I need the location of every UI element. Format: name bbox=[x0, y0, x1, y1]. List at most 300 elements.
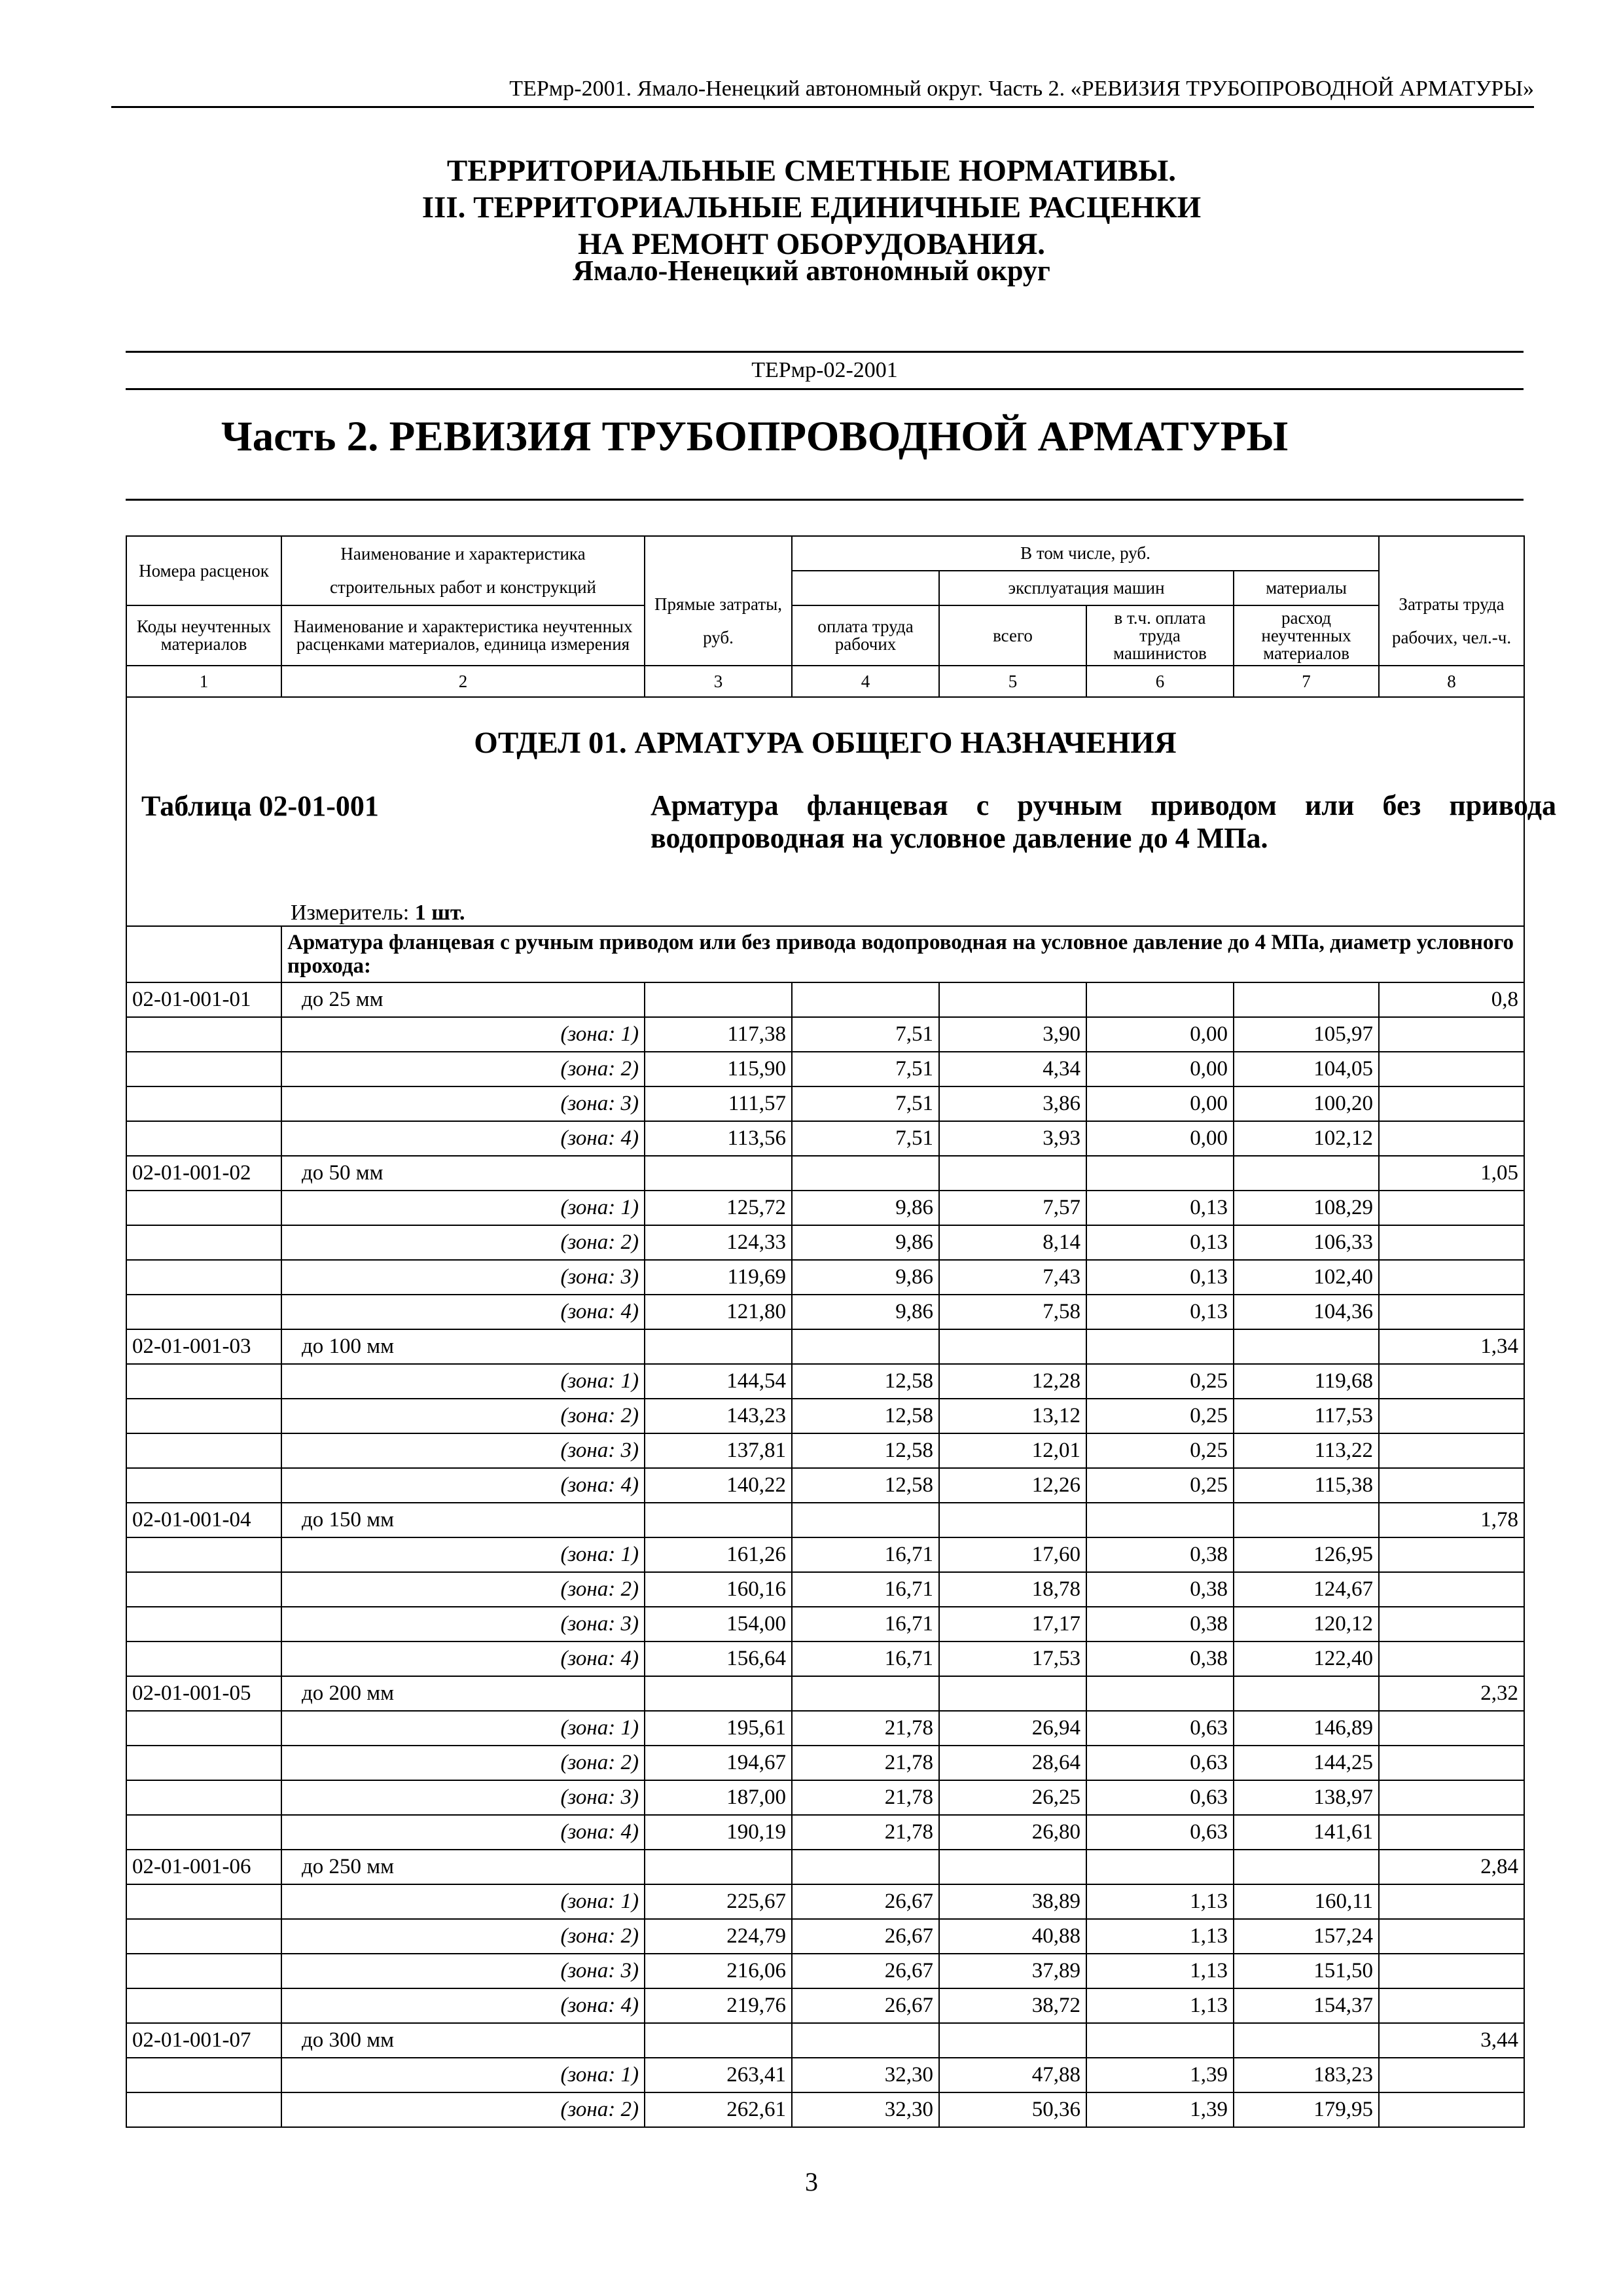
machines-total: 12,26 bbox=[939, 1468, 1086, 1503]
header-materials: материалы bbox=[1234, 571, 1379, 605]
table-row bbox=[126, 1086, 1524, 1121]
empty-cell bbox=[1086, 1156, 1234, 1191]
machines-total: 8,14 bbox=[939, 1225, 1086, 1260]
empty-cell bbox=[1379, 1260, 1524, 1295]
title-line: III. ТЕРРИТОРИАЛЬНЫЕ ЕДИНИЧНЫЕ РАСЦЕНКИ bbox=[421, 190, 1202, 224]
empty-cell bbox=[645, 1850, 792, 1884]
empty-cell bbox=[1379, 1364, 1524, 1399]
direct-costs: 160,16 bbox=[645, 1572, 792, 1607]
zone-label: (зона: 2) bbox=[281, 1052, 645, 1086]
header-including: В том числе, руб. bbox=[792, 536, 1379, 571]
machines-total: 50,36 bbox=[939, 2092, 1086, 2127]
worker-pay: 21,78 bbox=[792, 1780, 939, 1815]
header-operator-pay: в т.ч. оплата труда машинистов bbox=[1086, 605, 1234, 666]
direct-costs: 194,67 bbox=[645, 1746, 792, 1780]
labor-hours: 2,84 bbox=[1379, 1850, 1524, 1884]
machines-total: 4,34 bbox=[939, 1052, 1086, 1086]
operator-pay: 1,13 bbox=[1086, 1954, 1234, 1988]
rate-code: 02-01-001-02 bbox=[126, 1156, 281, 1191]
zone-label: (зона: 3) bbox=[281, 1433, 645, 1468]
measure-value: 1 шт. bbox=[414, 901, 465, 925]
table-row bbox=[126, 1017, 1524, 1052]
operator-pay: 0,13 bbox=[1086, 1191, 1234, 1225]
worker-pay: 12,58 bbox=[792, 1364, 939, 1399]
zone-label: (зона: 3) bbox=[281, 1260, 645, 1295]
table-row bbox=[126, 2058, 1524, 2092]
empty-cell bbox=[1379, 1607, 1524, 1641]
zone-label: (зона: 1) bbox=[281, 1364, 645, 1399]
rate-name: до 300 мм bbox=[281, 2023, 645, 2058]
empty-cell bbox=[939, 1503, 1086, 1537]
empty-cell bbox=[126, 1815, 281, 1850]
empty-cell bbox=[1379, 1711, 1524, 1746]
column-number: 7 bbox=[1234, 666, 1379, 697]
table-row bbox=[126, 1364, 1524, 1399]
region-title: Ямало-Ненецкий автономный округ bbox=[573, 255, 1050, 287]
empty-cell bbox=[1379, 1295, 1524, 1329]
material-usage: 120,12 bbox=[1234, 1607, 1379, 1641]
machines-total: 26,25 bbox=[939, 1780, 1086, 1815]
table-row bbox=[126, 1711, 1524, 1746]
material-usage: 117,53 bbox=[1234, 1399, 1379, 1433]
zone-label: (зона: 3) bbox=[281, 1954, 645, 1988]
empty-cell bbox=[126, 1433, 281, 1468]
table-row bbox=[126, 1121, 1524, 1156]
empty-cell bbox=[126, 1121, 281, 1156]
rates-table bbox=[126, 535, 1556, 2128]
measure-label: Измеритель: bbox=[291, 901, 410, 925]
empty-cell bbox=[1379, 1086, 1524, 1121]
empty-cell bbox=[126, 1746, 281, 1780]
worker-pay: 26,67 bbox=[792, 1988, 939, 2023]
operator-pay: 0,63 bbox=[1086, 1815, 1234, 1850]
empty-cell bbox=[1379, 2092, 1524, 2127]
empty-cell bbox=[792, 1156, 939, 1191]
direct-costs: 119,69 bbox=[645, 1260, 792, 1295]
worker-pay: 21,78 bbox=[792, 1746, 939, 1780]
worker-pay: 7,51 bbox=[792, 1017, 939, 1052]
empty-cell bbox=[1379, 1919, 1524, 1954]
direct-costs: 263,41 bbox=[645, 2058, 792, 2092]
machines-total: 38,89 bbox=[939, 1884, 1086, 1919]
empty-cell bbox=[126, 1607, 281, 1641]
rate-code: 02-01-001-04 bbox=[126, 1503, 281, 1537]
empty-cell bbox=[126, 2058, 281, 2092]
empty-cell bbox=[126, 1711, 281, 1746]
empty-cell bbox=[126, 1052, 281, 1086]
table-title: Арматура фланцевая с ручным приводом или без привода водопроводная на условное давление до 4 МПа. bbox=[651, 789, 1556, 854]
labor-hours: 1,78 bbox=[1379, 1503, 1524, 1537]
header-machines: эксплуатация машин bbox=[939, 571, 1234, 605]
header-blank bbox=[792, 571, 939, 605]
table-row bbox=[126, 1503, 1524, 1537]
empty-cell bbox=[1234, 2023, 1379, 2058]
worker-pay: 7,51 bbox=[792, 1086, 939, 1121]
zone-label: (зона: 4) bbox=[281, 1121, 645, 1156]
rate-name: до 250 мм bbox=[281, 1850, 645, 1884]
empty-cell bbox=[1234, 1850, 1379, 1884]
column-number: 5 bbox=[939, 666, 1086, 697]
material-usage: 108,29 bbox=[1234, 1191, 1379, 1225]
empty-cell bbox=[1086, 982, 1234, 1017]
table-row bbox=[126, 1260, 1524, 1295]
rate-code: 02-01-001-05 bbox=[126, 1676, 281, 1711]
empty-cell bbox=[1379, 1988, 1524, 2023]
operator-pay: 1,13 bbox=[1086, 1988, 1234, 2023]
direct-costs: 144,54 bbox=[645, 1364, 792, 1399]
worker-pay: 21,78 bbox=[792, 1815, 939, 1850]
worker-pay: 32,30 bbox=[792, 2092, 939, 2127]
table-row bbox=[126, 1572, 1524, 1607]
material-usage: 141,61 bbox=[1234, 1815, 1379, 1850]
worker-pay: 9,86 bbox=[792, 1225, 939, 1260]
zone-label: (зона: 2) bbox=[281, 1919, 645, 1954]
header-labor-hours: Затраты труда рабочих, чел.-ч. bbox=[1379, 536, 1524, 666]
machines-total: 47,88 bbox=[939, 2058, 1086, 2092]
title-line: НА РЕМОНТ ОБОРУДОВАНИЯ. bbox=[577, 227, 1046, 261]
table-row bbox=[126, 1295, 1524, 1329]
rate-name: до 100 мм bbox=[281, 1329, 645, 1364]
subheading-blank bbox=[126, 926, 281, 982]
worker-pay: 32,30 bbox=[792, 2058, 939, 2092]
machines-total: 3,86 bbox=[939, 1086, 1086, 1121]
rate-name: до 25 мм bbox=[281, 982, 645, 1017]
empty-cell bbox=[1379, 1780, 1524, 1815]
operator-pay: 0,63 bbox=[1086, 1746, 1234, 1780]
direct-costs: 190,19 bbox=[645, 1815, 792, 1850]
machines-total: 12,28 bbox=[939, 1364, 1086, 1399]
empty-cell bbox=[645, 982, 792, 1017]
direct-costs: 113,56 bbox=[645, 1121, 792, 1156]
material-usage: 138,97 bbox=[1234, 1780, 1379, 1815]
empty-cell bbox=[1234, 982, 1379, 1017]
operator-pay: 0,38 bbox=[1086, 1641, 1234, 1676]
table-row bbox=[126, 1607, 1524, 1641]
zone-label: (зона: 3) bbox=[281, 1086, 645, 1121]
empty-cell bbox=[939, 1156, 1086, 1191]
empty-cell bbox=[939, 1329, 1086, 1364]
section-block bbox=[126, 697, 1556, 926]
machines-total: 28,64 bbox=[939, 1746, 1086, 1780]
operator-pay: 1,13 bbox=[1086, 1919, 1234, 1954]
direct-costs: 187,00 bbox=[645, 1780, 792, 1815]
empty-cell bbox=[126, 1399, 281, 1433]
machines-total: 17,53 bbox=[939, 1641, 1086, 1676]
column-number: 2 bbox=[281, 666, 645, 697]
empty-cell bbox=[1379, 1572, 1524, 1607]
table-row bbox=[126, 1988, 1524, 2023]
empty-cell bbox=[1086, 1503, 1234, 1537]
direct-costs: 121,80 bbox=[645, 1295, 792, 1329]
material-usage: 157,24 bbox=[1234, 1919, 1379, 1954]
zone-label: (зона: 1) bbox=[281, 1017, 645, 1052]
rate-name: до 200 мм bbox=[281, 1676, 645, 1711]
empty-cell bbox=[1379, 1815, 1524, 1850]
direct-costs: 195,61 bbox=[645, 1711, 792, 1746]
machines-total: 3,90 bbox=[939, 1017, 1086, 1052]
worker-pay: 26,67 bbox=[792, 1884, 939, 1919]
measure-unit bbox=[291, 901, 465, 925]
table-row bbox=[126, 1884, 1524, 1919]
direct-costs: 115,90 bbox=[645, 1052, 792, 1086]
empty-cell bbox=[792, 2023, 939, 2058]
empty-cell bbox=[126, 1017, 281, 1052]
operator-pay: 1,13 bbox=[1086, 1884, 1234, 1919]
operator-pay: 0,00 bbox=[1086, 1086, 1234, 1121]
material-usage: 183,23 bbox=[1234, 2058, 1379, 2092]
document-code: ТЕРмр-02-2001 bbox=[126, 351, 1524, 390]
operator-pay: 0,00 bbox=[1086, 1121, 1234, 1156]
empty-cell bbox=[1379, 1537, 1524, 1572]
table-row bbox=[126, 1815, 1524, 1850]
machines-total: 37,89 bbox=[939, 1954, 1086, 1988]
zone-label: (зона: 4) bbox=[281, 1295, 645, 1329]
direct-costs: 224,79 bbox=[645, 1919, 792, 1954]
zone-label: (зона: 1) bbox=[281, 2058, 645, 2092]
header-direct-costs: Прямые затраты, руб. bbox=[645, 536, 792, 666]
part-title: Часть 2. РЕВИЗИЯ ТРУБОПРОВОДНОЙ АРМАТУРЫ bbox=[221, 413, 1289, 460]
operator-pay: 0,25 bbox=[1086, 1468, 1234, 1503]
zone-label: (зона: 1) bbox=[281, 1537, 645, 1572]
table-row bbox=[126, 1191, 1524, 1225]
table-row bbox=[126, 1399, 1524, 1433]
material-usage: 106,33 bbox=[1234, 1225, 1379, 1260]
empty-cell bbox=[645, 1329, 792, 1364]
table-row bbox=[126, 1850, 1524, 1884]
empty-cell bbox=[645, 1503, 792, 1537]
machines-total: 40,88 bbox=[939, 1919, 1086, 1954]
material-usage: 160,11 bbox=[1234, 1884, 1379, 1919]
worker-pay: 12,58 bbox=[792, 1468, 939, 1503]
material-usage: 102,12 bbox=[1234, 1121, 1379, 1156]
labor-hours: 1,05 bbox=[1379, 1156, 1524, 1191]
empty-cell bbox=[126, 1295, 281, 1329]
worker-pay: 26,67 bbox=[792, 1954, 939, 1988]
machines-total: 7,57 bbox=[939, 1191, 1086, 1225]
header-material-names: Наименование и характеристика неучтенных расценками материалов, единица измерения bbox=[281, 605, 645, 666]
worker-pay: 16,71 bbox=[792, 1641, 939, 1676]
direct-costs: 225,67 bbox=[645, 1884, 792, 1919]
empty-cell bbox=[1086, 1329, 1234, 1364]
zone-label: (зона: 3) bbox=[281, 1607, 645, 1641]
header-machines-total: всего bbox=[939, 605, 1086, 666]
column-number: 1 bbox=[126, 666, 281, 697]
empty-cell bbox=[939, 2023, 1086, 2058]
table-row bbox=[126, 982, 1524, 1017]
section-title: ОТДЕЛ 01. АРМАТУРА ОБЩЕГО НАЗНАЧЕНИЯ bbox=[474, 726, 1177, 760]
worker-pay: 7,51 bbox=[792, 1052, 939, 1086]
table-row bbox=[126, 1052, 1524, 1086]
rate-name: до 150 мм bbox=[281, 1503, 645, 1537]
empty-cell bbox=[126, 1364, 281, 1399]
operator-pay: 0,63 bbox=[1086, 1711, 1234, 1746]
divider bbox=[126, 499, 1524, 501]
empty-cell bbox=[1379, 1641, 1524, 1676]
empty-cell bbox=[126, 1537, 281, 1572]
direct-costs: 219,76 bbox=[645, 1988, 792, 2023]
table-row bbox=[126, 1329, 1524, 1364]
empty-cell bbox=[939, 1676, 1086, 1711]
table-subheading: Арматура фланцевая с ручным приводом или без привода водопроводная на условное давление до 4 МПа, диаметр условного прохода: bbox=[281, 926, 1524, 982]
operator-pay: 0,13 bbox=[1086, 1295, 1234, 1329]
machines-total: 12,01 bbox=[939, 1433, 1086, 1468]
machines-total: 7,43 bbox=[939, 1260, 1086, 1295]
empty-cell bbox=[1086, 2023, 1234, 2058]
empty-cell bbox=[939, 982, 1086, 1017]
header-work-name: Наименование и характеристика строительных работ и конструкций bbox=[281, 536, 645, 605]
title-line: ТЕРРИТОРИАЛЬНЫЕ СМЕТНЫЕ НОРМАТИВЫ. bbox=[446, 154, 1177, 188]
empty-cell bbox=[645, 1676, 792, 1711]
column-number: 3 bbox=[645, 666, 792, 697]
zone-label: (зона: 1) bbox=[281, 1711, 645, 1746]
worker-pay: 9,86 bbox=[792, 1260, 939, 1295]
labor-hours: 3,44 bbox=[1379, 2023, 1524, 2058]
zone-label: (зона: 1) bbox=[281, 1191, 645, 1225]
operator-pay: 0,13 bbox=[1086, 1260, 1234, 1295]
empty-cell bbox=[792, 1850, 939, 1884]
direct-costs: 117,38 bbox=[645, 1017, 792, 1052]
empty-cell bbox=[1379, 1746, 1524, 1780]
zone-label: (зона: 2) bbox=[281, 1572, 645, 1607]
machines-total: 17,17 bbox=[939, 1607, 1086, 1641]
empty-cell bbox=[126, 1780, 281, 1815]
machines-total: 7,58 bbox=[939, 1295, 1086, 1329]
direct-costs: 125,72 bbox=[645, 1191, 792, 1225]
operator-pay: 0,25 bbox=[1086, 1399, 1234, 1433]
material-usage: 154,37 bbox=[1234, 1988, 1379, 2023]
material-usage: 113,22 bbox=[1234, 1433, 1379, 1468]
direct-costs: 143,23 bbox=[645, 1399, 792, 1433]
direct-costs: 137,81 bbox=[645, 1433, 792, 1468]
material-usage: 105,97 bbox=[1234, 1017, 1379, 1052]
direct-costs: 140,22 bbox=[645, 1468, 792, 1503]
zone-label: (зона: 4) bbox=[281, 1815, 645, 1850]
empty-cell bbox=[126, 1191, 281, 1225]
machines-total: 13,12 bbox=[939, 1399, 1086, 1433]
worker-pay: 7,51 bbox=[792, 1121, 939, 1156]
header-material-usage: расход неучтенных материалов bbox=[1234, 605, 1379, 666]
table-row bbox=[126, 1676, 1524, 1711]
empty-cell bbox=[1086, 1676, 1234, 1711]
material-usage: 146,89 bbox=[1234, 1711, 1379, 1746]
worker-pay: 16,71 bbox=[792, 1607, 939, 1641]
empty-cell bbox=[792, 1676, 939, 1711]
empty-cell bbox=[645, 1156, 792, 1191]
empty-cell bbox=[1379, 1052, 1524, 1086]
zone-label: (зона: 2) bbox=[281, 1225, 645, 1260]
empty-cell bbox=[126, 1884, 281, 1919]
column-number: 4 bbox=[792, 666, 939, 697]
operator-pay: 0,38 bbox=[1086, 1607, 1234, 1641]
zone-label: (зона: 4) bbox=[281, 1468, 645, 1503]
empty-cell bbox=[1234, 1676, 1379, 1711]
machines-total: 26,80 bbox=[939, 1815, 1086, 1850]
material-usage: 144,25 bbox=[1234, 1746, 1379, 1780]
table-row bbox=[126, 1954, 1524, 1988]
table-row bbox=[126, 1225, 1524, 1260]
labor-hours: 1,34 bbox=[1379, 1329, 1524, 1364]
machines-total: 18,78 bbox=[939, 1572, 1086, 1607]
material-usage: 102,40 bbox=[1234, 1260, 1379, 1295]
material-usage: 179,95 bbox=[1234, 2092, 1379, 2127]
table-row bbox=[126, 1156, 1524, 1191]
empty-cell bbox=[1379, 1017, 1524, 1052]
document-title bbox=[118, 152, 1505, 262]
empty-cell bbox=[1234, 1329, 1379, 1364]
empty-cell bbox=[126, 1225, 281, 1260]
material-usage: 122,40 bbox=[1234, 1641, 1379, 1676]
table-row bbox=[126, 1433, 1524, 1468]
operator-pay: 0,38 bbox=[1086, 1537, 1234, 1572]
empty-cell bbox=[126, 2092, 281, 2127]
empty-cell bbox=[1379, 1121, 1524, 1156]
column-number: 6 bbox=[1086, 666, 1234, 697]
zone-label: (зона: 2) bbox=[281, 1746, 645, 1780]
empty-cell bbox=[1379, 2058, 1524, 2092]
empty-cell bbox=[645, 2023, 792, 2058]
header-material-codes: Коды неучтенных материалов bbox=[126, 605, 281, 666]
table-label: Таблица 02-01-001 bbox=[141, 790, 379, 822]
column-number: 8 bbox=[1379, 666, 1524, 697]
empty-cell bbox=[792, 1503, 939, 1537]
empty-cell bbox=[126, 1086, 281, 1121]
operator-pay: 0,25 bbox=[1086, 1364, 1234, 1399]
material-usage: 151,50 bbox=[1234, 1954, 1379, 1988]
direct-costs: 216,06 bbox=[645, 1954, 792, 1988]
material-usage: 119,68 bbox=[1234, 1364, 1379, 1399]
page-number: 3 bbox=[805, 2167, 818, 2197]
table-row bbox=[126, 1919, 1524, 1954]
labor-hours: 0,8 bbox=[1379, 982, 1524, 1017]
header-worker-pay: оплата труда рабочих bbox=[792, 605, 939, 666]
table-row bbox=[126, 1537, 1524, 1572]
operator-pay: 0,13 bbox=[1086, 1225, 1234, 1260]
worker-pay: 16,71 bbox=[792, 1572, 939, 1607]
empty-cell bbox=[126, 1641, 281, 1676]
table-row bbox=[126, 1468, 1524, 1503]
empty-cell bbox=[792, 1329, 939, 1364]
empty-cell bbox=[1379, 1399, 1524, 1433]
operator-pay: 0,25 bbox=[1086, 1433, 1234, 1468]
running-header: ТЕРмр-2001. Ямало-Ненецкий автономный округ. Часть 2. «РЕВИЗИЯ ТРУБОПРОВОДНОЙ АРМАТУРЫ» bbox=[111, 72, 1534, 108]
empty-cell bbox=[1234, 1156, 1379, 1191]
empty-cell bbox=[792, 982, 939, 1017]
worker-pay: 12,58 bbox=[792, 1433, 939, 1468]
direct-costs: 262,61 bbox=[645, 2092, 792, 2127]
table-row bbox=[126, 1780, 1524, 1815]
material-usage: 115,38 bbox=[1234, 1468, 1379, 1503]
direct-costs: 161,26 bbox=[645, 1537, 792, 1572]
machines-total: 26,94 bbox=[939, 1711, 1086, 1746]
empty-cell bbox=[1234, 1503, 1379, 1537]
empty-cell bbox=[939, 1850, 1086, 1884]
material-usage: 100,20 bbox=[1234, 1086, 1379, 1121]
direct-costs: 111,57 bbox=[645, 1086, 792, 1121]
zone-label: (зона: 4) bbox=[281, 1641, 645, 1676]
rate-code: 02-01-001-03 bbox=[126, 1329, 281, 1364]
operator-pay: 0,00 bbox=[1086, 1017, 1234, 1052]
worker-pay: 9,86 bbox=[792, 1295, 939, 1329]
material-usage: 126,95 bbox=[1234, 1537, 1379, 1572]
direct-costs: 124,33 bbox=[645, 1225, 792, 1260]
empty-cell bbox=[1379, 1954, 1524, 1988]
empty-cell bbox=[1379, 1433, 1524, 1468]
worker-pay: 16,71 bbox=[792, 1537, 939, 1572]
rate-code: 02-01-001-07 bbox=[126, 2023, 281, 2058]
worker-pay: 26,67 bbox=[792, 1919, 939, 1954]
direct-costs: 156,64 bbox=[645, 1641, 792, 1676]
empty-cell bbox=[1379, 1468, 1524, 1503]
